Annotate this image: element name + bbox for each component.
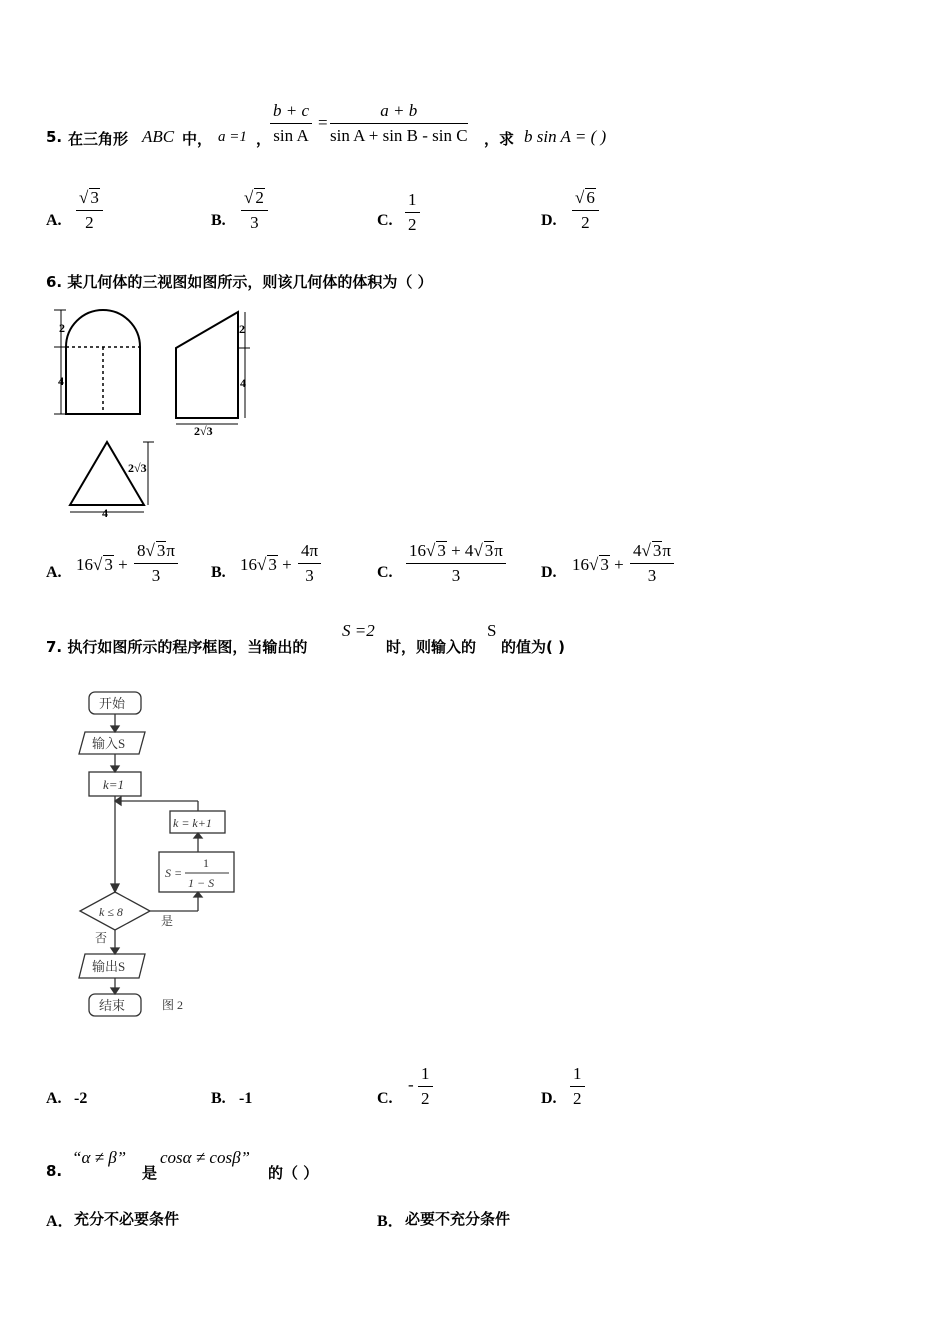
q6-option-d-fraction: $\frac{4√ 3\pi}{3}$ [630, 541, 674, 586]
q5-equals: = [318, 113, 328, 132]
q6-option-a-label: A. [46, 564, 62, 581]
q5-option-b-num: 2 [255, 188, 264, 207]
flow-input: 输入S [92, 736, 126, 751]
q5-rhs-den: sin A + sin B - sin C [330, 126, 468, 145]
q8-option-b-label: B． [377, 1213, 404, 1230]
front-view [54, 310, 140, 414]
q5-prefix: 在三角形 [68, 130, 129, 148]
q6-option-a-whole: 16√ 3 + [76, 555, 128, 574]
q5-zhong: 中， [182, 130, 213, 148]
flow-caption: 图 2 [162, 998, 184, 1012]
q5-option-a-den: 2 [85, 213, 94, 232]
q6-option-c-label: C. [377, 564, 393, 581]
q5-option-b-label: B. [211, 212, 226, 229]
three-view-figure [46, 305, 276, 520]
flow-yes: 是 [161, 914, 174, 928]
q6-text: 6. 某几何体的三视图如图所示，则该几何体的体积为（ ） [46, 273, 433, 291]
q5-option-d-num: 6 [586, 188, 595, 207]
q6-option-c-fraction: $\frac{16√ 3 + 4√ 3\pi}{3}$ [406, 541, 506, 586]
q6-option-a-fraction: $\frac{8√ 3\pi}{3}$ [134, 541, 178, 586]
q7-text-a: 7. 执行如图所示的程序框图，当输出的 [46, 638, 308, 656]
q6-option-d-label: D. [541, 564, 557, 581]
q7-option-a-label: A. [46, 1090, 62, 1107]
q8-option-a-label: A． [46, 1213, 74, 1230]
flow-no: 否 [95, 931, 108, 945]
q5-lhs-den: sin A [273, 126, 309, 145]
q7-s: S [487, 621, 497, 640]
q6-option-b-fraction: $\frac{4\pi}{3}$ [298, 541, 321, 586]
q5-option-c-value [405, 190, 420, 235]
q7-option-c-label: C. [377, 1090, 393, 1107]
q6-option-d-whole: 16√ 3 + [572, 555, 624, 574]
q7-option-d-fraction [570, 1064, 585, 1109]
top-view [70, 442, 154, 512]
q8-option-b-text: 必要不充分条件 [405, 1210, 511, 1228]
q7-option-c-den: 2 [421, 1089, 430, 1108]
q8-cond-a: “α ≠ β” [72, 1148, 127, 1167]
q5-option-c-den: 2 [408, 215, 417, 234]
q5-lhs-num: b + c [270, 101, 312, 124]
q5-qiu: ，求 [484, 130, 515, 148]
q7-option-c-fraction [418, 1064, 433, 1109]
side-top-dim: 2 [239, 322, 245, 336]
flow-assign-num: 1 [203, 856, 209, 870]
q5-option-d-den: 2 [581, 213, 590, 232]
top-height-dim: 2√3 [128, 461, 147, 475]
q5-option-a-label: A. [46, 212, 62, 229]
q5-option-c-label: C. [377, 212, 393, 229]
flow-end: 结束 [99, 998, 126, 1013]
flow-init: k=1 [103, 777, 125, 792]
flow-assign-den: 1 − S [188, 876, 215, 890]
q5-option-a-num: 3 [90, 188, 99, 207]
q5-option-d-label: D. [541, 212, 557, 229]
flow-output: 输出S [92, 959, 126, 974]
flowchart [75, 688, 275, 1023]
q7-text-c: 的值为( ) [501, 638, 565, 656]
q7-option-d-label: D. [541, 1090, 557, 1107]
q7-option-b-label: B. [211, 1090, 226, 1107]
q5-target: b sin A = ( ) [524, 127, 607, 146]
q8-option-a-text: 充分不必要条件 [74, 1210, 180, 1228]
q8-number: 8. [46, 1162, 63, 1180]
q8-shi: 是 [142, 1164, 158, 1182]
q7-option-d-den: 2 [573, 1089, 582, 1108]
flow-update: k = k+1 [173, 816, 212, 830]
q5-lhs-fraction [270, 101, 312, 146]
q7-option-d-num: 1 [570, 1064, 585, 1087]
q7-s-eq: S =2 [342, 621, 375, 640]
side-bottom-dim: 2√3 [194, 424, 213, 438]
q5-option-d-value: $\frac{√ 6}{2}$ [572, 188, 599, 233]
q7-option-c-sign: - [408, 1075, 414, 1094]
q5-number: 5. [46, 128, 63, 146]
q8-cond-b: cosα ≠ cosβ” [160, 1148, 250, 1167]
q7-option-a-value: -2 [74, 1090, 88, 1107]
flow-assign-lhs: S = [165, 866, 183, 880]
side-right-dim: 4 [240, 376, 246, 390]
q5-option-b-den: 3 [250, 213, 259, 232]
q5-rhs-fraction [330, 101, 468, 146]
flow-cond: k ≤ 8 [99, 905, 123, 919]
q5-rhs-num: a + b [330, 101, 468, 124]
flow-start: 开始 [99, 696, 126, 711]
q7-option-b-value: -1 [239, 1090, 253, 1107]
q7-text-b: 时，则输入的 [386, 638, 477, 656]
q6-option-b-whole: 16√ 3 + [240, 555, 292, 574]
q8-de: 的（ ） [268, 1164, 319, 1182]
front-side-dim: 4 [58, 374, 64, 388]
top-base-dim: 4 [102, 506, 108, 520]
q5-option-c-num: 1 [405, 190, 420, 213]
front-top-dim: 2 [59, 321, 65, 335]
q7-option-c-num: 1 [418, 1064, 433, 1087]
q5-a-eq: a =1 [218, 129, 247, 145]
q5-option-a-value: $\frac{√ 3}{2}$ [76, 188, 103, 233]
q5-comma: ， [256, 130, 272, 148]
q6-option-b-label: B. [211, 564, 226, 581]
q5-option-b-value: $\frac{√ 2}{3}$ [241, 188, 268, 233]
q5-triangle: ABC [142, 127, 175, 146]
